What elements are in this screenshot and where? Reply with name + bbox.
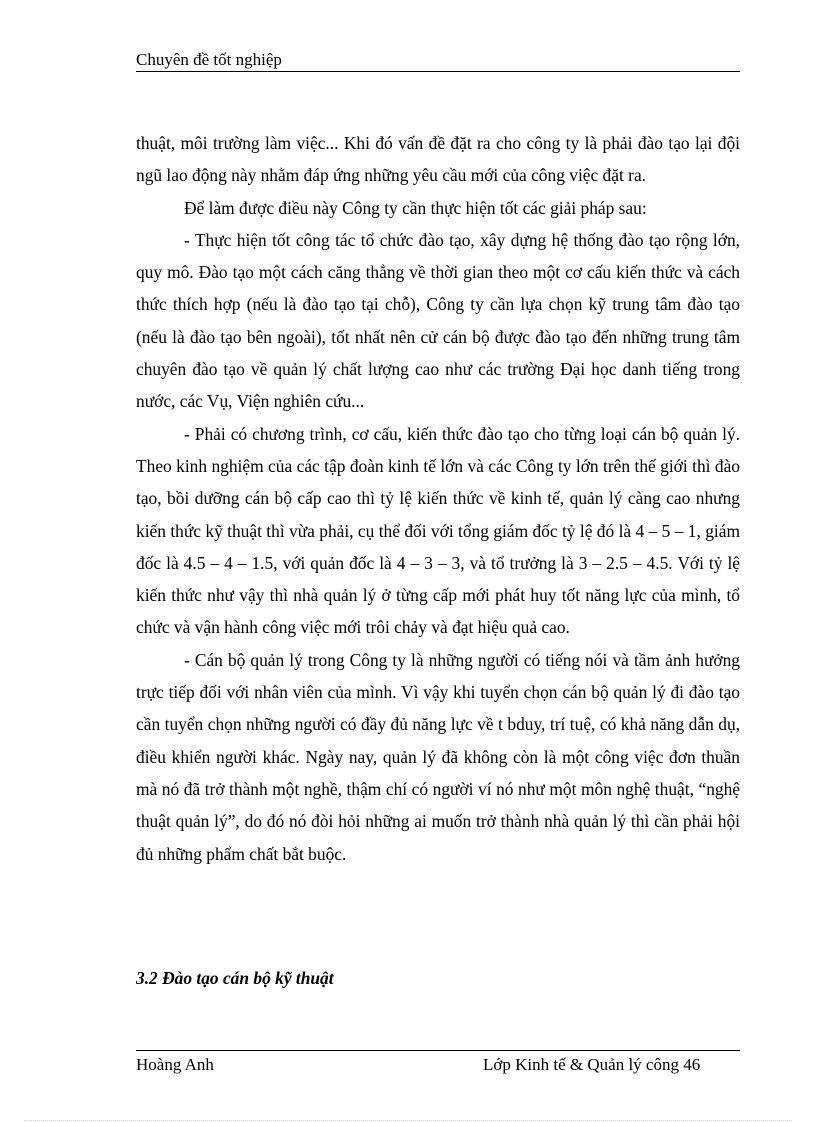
footer-author: Hoàng Anh (136, 1055, 214, 1074)
paragraph-2: Để làm được điều này Công ty cần thực hiện tốt các giải pháp sau: (184, 197, 647, 218)
paragraph-3: - Thực hiện tốt công tác tổ chức đào tạo, xây dựng hệ thống đào tạo rộng lớn, quy mô. Đào tạo một cách căng thẳng về thời gian theo một cơ cấu kiến thức và cách thức thích hợp (nếu là đào tạo tại chỗ), Công ty cần lựa chọn kỹ trung tâm đào tạo (nếu là đào tạo bên ngoài), tốt nhất nên cử cán bộ được đào tạo đến những trung tâm chuyên đào tạo về quản lý chất lượng cao như các trường Đại học danh tiếng trong nước, các Vụ, Viện nghiên cứu... (136, 229, 740, 412)
header-rule (136, 71, 740, 72)
page-header-title: Chuyên đề tốt nghiệp (136, 50, 282, 69)
footer-class: Lớp Kinh tế & Quản lý công 46 (483, 1055, 701, 1074)
footer-rule (136, 1050, 740, 1051)
section-heading: 3.2 Đào tạo cán bộ kỹ thuật (136, 968, 334, 988)
paragraph-4: - Phải có chương trình, cơ cấu, kiến thức đào tạo cho từng loại cán bộ quản lý. Theo kinh nghiệm của các tập đoàn kinh tế lớn và các Công ty lớn trên thế giới thì đào tạo, bồi dưỡng cán bộ cấp cao thì tỷ lệ kiến thức về kinh tế, quản lý càng cao nhưng kiến thức kỹ thuật thì vừa phải, cụ thể đối với tổng giám đốc tỷ lệ đó là 4 – 5 – 1, giám đốc là 4.5 – 4 – 1.5, với quản đốc là 4 – 3 – 3, và tổ trưởng là 3 – 2.5 – 4.5. Với tỷ lệ kiến thức như vậy thì nhà quản lý ở từng cấp mới phát huy tốt năng lực của mình, tổ chức và vận hành công việc mới trôi chảy và đạt hiệu quả cao. (136, 423, 740, 638)
page-boundary (24, 1120, 792, 1121)
paragraph-5: - Cán bộ quản lý trong Công ty là những người có tiếng nói và tầm ảnh hưởng trực tiếp đối với nhân viên của mình. Vì vậy khi tuyển chọn cán bộ quản lý đi đào tạo cần tuyển chọn những người có đầy đủ năng lực về t bduy, trí tuệ, có khả năng dẫn dụ, điều khiển người khác. Ngày nay, quản lý đã không còn là một công việc đơn thuần mà nó đã trở thành một nghề, thậm chí có người ví nó như một môn nghệ thuật, “nghệ thuật quản lý”, do đó nó đòi hỏi những ai muốn trở thành nhà quản lý thì cần phải hội đủ những phẩm chất bắt buộc. (136, 649, 740, 864)
paragraph-1: thuật, môi trường làm việc... Khi đó vấn đề đặt ra cho công ty là phải đào tạo lại đội ngũ lao động này nhằm đáp ứng những yêu cầu mới của công việc đặt ra. (136, 133, 740, 186)
body-text (136, 127, 740, 870)
